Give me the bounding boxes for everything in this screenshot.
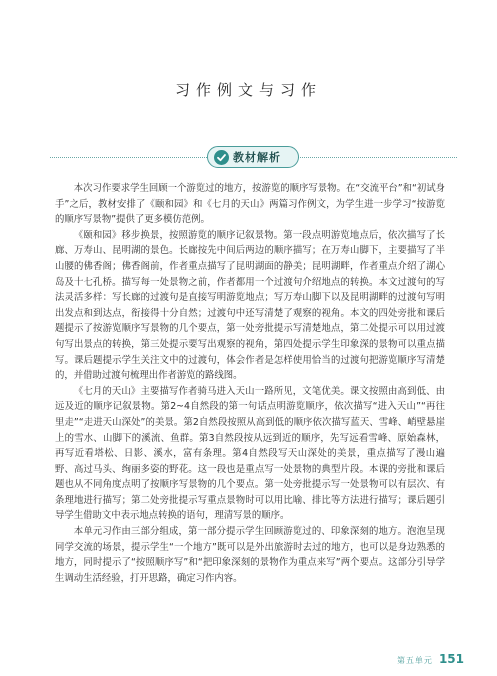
paragraph: 《七月的天山》主要描写作者骑马进入天山一路所见，文笔优美。课文按照由高到低、由远及近的顺序记叙景物。第2~4自然段的第一句话点明游览顺序，依次描写“进入天山”“再往里走”“走进天山深处”的美景。第2自然段按照从高到低的顺序依次描写蓝天、雪峰、峭壁悬崖上的雪水、山脚下的溪流、鱼群。第3自然段按从远到近的顺序，先写远看雪峰、原始森林，再写近看塔松、日影、溪水，富有条理。第4自然段写天山深处的美景，重点描写了漫山遍野、高过马头、绚丽多姿的野花。这一段也是重点写一处景物的典型片段。本课的旁批和课后题也从不同角度点明了按顺序写景物的几个要点。第一处旁批提示写一处景物可以有层次、有条理地进行描写；第二处旁批提示写重点景物时可以用比喻、排比等方法进行描写；课后题引导学生借助文中表示地点转换的语句，理清写景的顺序。 <box>55 385 445 522</box>
paragraph: 本单元习作由三部分组成，第一部分提示学生回顾游览过的、印象深刻的地方。泡泡呈现同学交流的场景，提示学生“一个地方”既可以是外出旅游时去过的地方，也可以是身边熟悉的地方，同时提示了“按照顺序写”和“把印象深刻的景物作为重点来写”两个要点。这部分引导学生调动生活经验，打开思路，确定习作内容。 <box>55 526 445 584</box>
unit-label: 第五单元 <box>396 656 433 665</box>
badge-label: 教材解析 <box>233 151 281 164</box>
section-badge <box>207 146 299 168</box>
page-footer <box>397 652 464 666</box>
page-title: 习作例文与习作 <box>174 81 322 99</box>
paragraph: 本次习作要求学生回顾一个游览过的地方，按游览的顺序写景物。在“交流平台”和“初试身手”之后，教材安排了《颐和园》和《七月的天山》两篇习作例文，为学生进一步学习“按游览的顺序写景物”提供了更多模仿范例。 <box>55 183 445 226</box>
page-number: 151 <box>438 652 464 666</box>
paragraph: 《颐和园》移步换景，按照游览的顺序记叙景物。第一段点明游览地点后，依次描写了长廊、万寿山、昆明湖的景色。长廊按先中间后两边的顺序描写；在万寿山脚下，主要描写了半山腰的佛香阁；佛香阁前，作者重点描写了昆明湖面的静美；昆明湖畔，作者重点介绍了湖心岛及十七孔桥。描写每一处景物之前，作者都用一个过渡句介绍地点的转换。本文过渡句的写法灵活多样：写长廊的过渡句是直接写明游览地点；写万寿山脚下以及昆明湖畔的过渡句写明出发点和到达点，衔接得十分自然；过渡句中还写清楚了观察的视角。本文的四处旁批和课后题提示了按游览顺序写景物的几个要点，第一处旁批提示写清楚地点，第二处提示可以用过渡句写出景点的转换，第三处提示要写出观察的视角，第四处提示学生印象深的景物可以重点描写。课后题提示学生关注文中的过渡句，体会作者是怎样使用恰当的过渡句把游览顺序写清楚的，并借助过渡句梳理出作者游览的路线图。 <box>55 229 445 382</box>
body-text <box>55 181 445 586</box>
checkmark-icon <box>214 150 229 165</box>
